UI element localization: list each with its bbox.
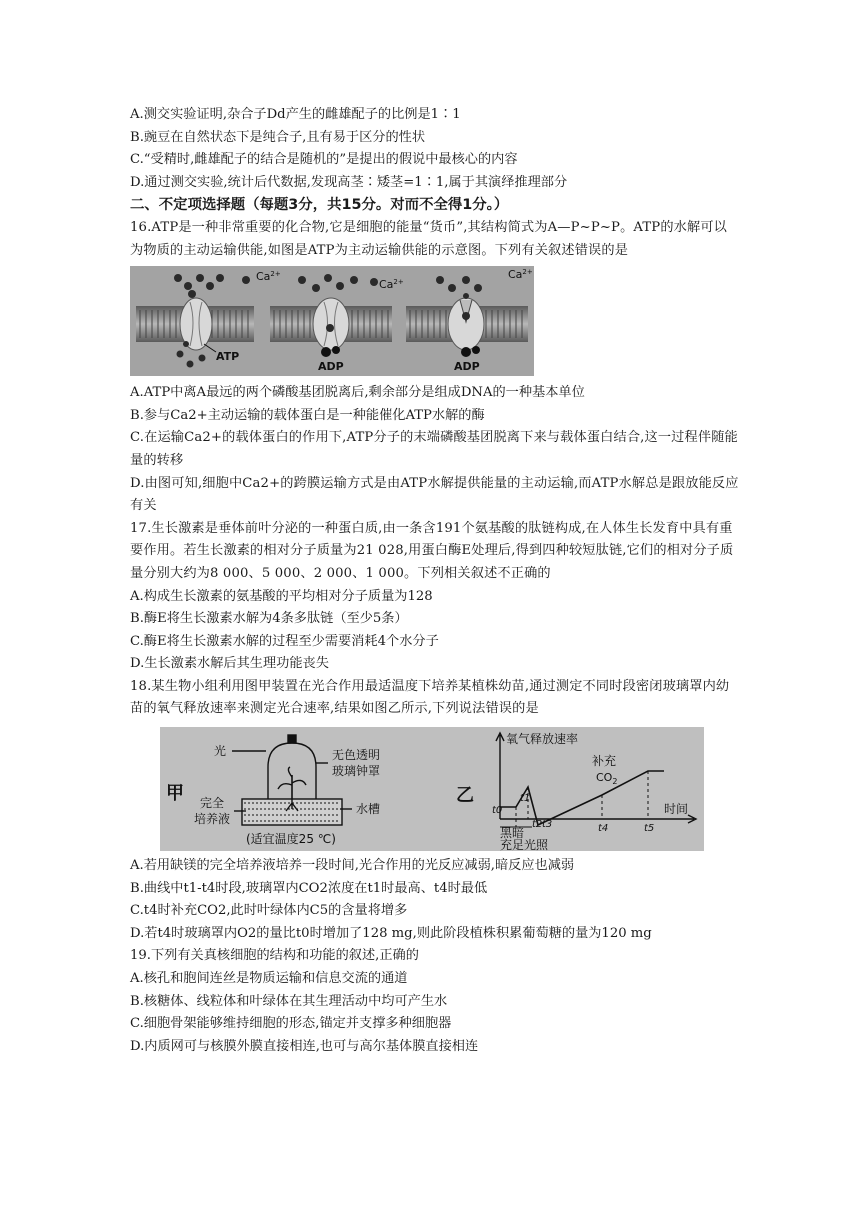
q16-stem: 16.ATP是一种非常重要的化合物,它是细胞的能量“货币”,其结构简式为A—P~P~P。ATP的水解可以为物质的主动运输供能,如图是ATP为主动运输供能的示意图。下列有关叙述错误的是 <box>130 219 728 258</box>
figure-jia-label: 甲 <box>166 783 184 805</box>
t1-label: t1 <box>520 793 531 805</box>
q18-option-d: D.若t4时玻璃罩内O2的量比t0时增加了128 mg,则此阶段植株积累葡萄糖的量为120 mg <box>130 925 652 941</box>
ion-label-3: $Ca^{2+}$ <box>508 268 533 282</box>
photosynthesis-figure <box>160 727 704 851</box>
q16-option-b: B.参与Ca2+主动运输的载体蛋白是一种能催化ATP水解的酶 <box>130 407 485 423</box>
medium-label-1: 完全 <box>200 796 225 811</box>
supplement-label-2: $CO_2$ <box>596 771 618 787</box>
bright-label: 充足光照 <box>500 838 549 852</box>
adp-label-1: ADP <box>318 360 344 374</box>
q18-option-c: C.t4时补充CO2,此时叶绿体内C5的含量将增多 <box>130 903 408 919</box>
q15-option-d: D.通过测交实验,统计后代数据,发现高茎∶矮茎=1∶1,属于其演绎推理部分 <box>130 174 568 190</box>
t0-label: t0 <box>492 805 503 817</box>
q18-option-b: B.曲线中t1-t4时段,玻璃罩内CO2浓度在t1时最高、t4时最低 <box>130 880 488 896</box>
q19-option-c: C.细胞骨架能够维持细胞的形态,锚定并支撑多种细胞器 <box>130 1016 452 1032</box>
q17-option-b: B.酶E将生长激素水解为4条多肽链（至少5条） <box>130 611 408 627</box>
atp-transport-figure <box>130 266 534 376</box>
medium-label-2: 培养液 <box>194 812 231 827</box>
q18-option-a: A.若用缺镁的完全培养液培养一段时间,光合作用的光反应减弱,暗反应也减弱 <box>130 858 575 874</box>
q17-option-d: D.生长激素水解后其生理功能丧失 <box>130 656 329 672</box>
apparatus-and-graph <box>160 727 704 851</box>
q18-stem: 18.某生物小组利用图甲装置在光合作用最适温度下培养某植株幼苗,通过测定不同时段密闭玻璃罩内幼苗的氧气释放速率来测定光合速率,结果如图乙所示,下列说法错误的是 <box>130 678 730 717</box>
q16-option-a: A.ATP中离A最远的两个磷酸基团脱离后,剩余部分是组成DNA的一种基本单位 <box>130 385 585 401</box>
temp-label: (适宜温度25 ℃) <box>246 832 336 847</box>
ion-label-1: $Ca^{2+}$ <box>256 270 281 284</box>
q16-option-d: D.由图可知,细胞中Ca2+的跨膜运输方式是由ATP水解提供能量的主动运输,而ATP水解总是跟放能反应有关 <box>130 475 739 514</box>
q15-option-a: A.测交实验证明,杂合子Dd产生的雌雄配子的比例是1∶1 <box>130 107 461 122</box>
tank-label: 水槽 <box>356 802 381 817</box>
exam-page <box>130 104 740 1058</box>
q19-option-b: B.核糖体、线粒体和叶绿体在其生理活动中均可产生水 <box>130 993 448 1009</box>
graph-xlabel: 时间 <box>664 802 689 817</box>
q19-option-d: D.内质网可与核膜外膜直接相连,也可与高尔基体膜直接相连 <box>130 1038 479 1054</box>
q17-option-c: C.酶E将生长激素水解的过程至少需要消耗4个水分子 <box>130 633 439 649</box>
bell-label-2: 玻璃钟罩 <box>332 764 381 779</box>
figure-yi-label: 乙 <box>456 785 474 807</box>
light-label: 光 <box>214 744 227 759</box>
supplement-label-1: 补充 <box>592 754 617 769</box>
bell-label-1: 无色透明 <box>332 748 381 763</box>
dark-label: 黑暗 <box>500 826 525 841</box>
q17-stem: 17.生长激素是垂体前叶分泌的一种蛋白质,由一条含191个氨基酸的肽链构成,在人体生长发育中具有重要作用。若生长激素的相对分子质量为21 028,用蛋白酶E处理后,得到四种较短肽链,它们的相对分子质量分别大约为8 000、5 000、2 000、1 000。下列相关叙述不正确的 <box>130 520 734 581</box>
q15-option-c: C.“受精时,雌雄配子的结合是随机的”是提出的假说中最核心的内容 <box>130 152 518 168</box>
q19-stem: 19.下列有关真核细胞的结构和功能的叙述,正确的 <box>130 948 419 964</box>
t3-label: t3 <box>542 819 553 831</box>
q19-option-a: A.核孔和胞间连丝是物质运输和信息交流的通道 <box>130 971 408 987</box>
q17-option-a: A.构成生长激素的氨基酸的平均相对分子质量为128 <box>130 588 433 604</box>
t5-label: t5 <box>644 823 655 835</box>
t2-label: t2 <box>532 819 543 831</box>
adp-label-2: ADP <box>454 360 480 374</box>
section-2-title: 二、不定项选择题（每题3分，共15分。对而不全得1分。） <box>130 197 509 214</box>
q16-option-c: C.在运输Ca2+的载体蛋白的作用下,ATP分子的末端磷酸基团脱离下来与载体蛋白结合,这一过程伴随能量的转移 <box>130 430 738 468</box>
ion-label-2: $Ca^{2+}$ <box>379 278 404 292</box>
graph-ylabel: 氧气释放速率 <box>506 732 579 747</box>
t4-label: t4 <box>598 823 609 835</box>
membrane-diagram <box>130 266 534 376</box>
atp-label: ATP <box>216 350 240 364</box>
q15-option-b: B.豌豆在自然状态下是纯合子,且有易于区分的性状 <box>130 129 426 145</box>
